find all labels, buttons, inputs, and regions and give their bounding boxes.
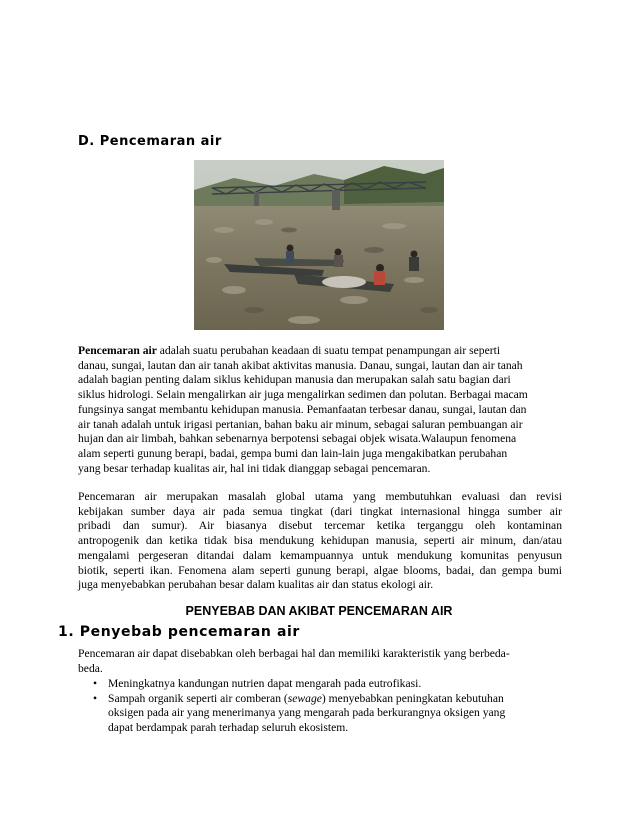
text-line: dapat berdampak parah terhadap seluruh ekosistem. [108, 721, 349, 735]
text-line: yang besar terhadap kualitas air, hal ini tidak dianggap sebagai pencemaran. [78, 461, 431, 475]
text-line: siklus hidrologi. Selain mengalirkan air juga mengalirkan sedimen dan polutan. Berbagai macam [78, 388, 528, 402]
text-line: oksigen pada air yang menerimanya yang mengarah pada berkurangnya oksigen yang [108, 706, 506, 720]
text-line: juga menyebabkan perubahan besar dalam kualitas air dan status ekologi air. [78, 578, 434, 592]
text-line: hujan dan air limbah, bahkan sebenarnya berpotensi sebagai objek wisata.Walaupun fenomena [78, 432, 517, 446]
text-line: Meningkatnya kandungan nutrien dapat mengarah pada eutrofikasi. [108, 677, 422, 690]
text-line: danau, sungai, lautan dan air tanah akibat aktivitas manusia. Danau, sungai, lautan dan air tanah [78, 358, 523, 372]
text-line: antropogenik dan ketika tidak bisa mendukung kehidupan manusia, seperti air minum, dan/atau [78, 534, 562, 548]
text-line: adalah bagian penting dalam siklus kehidupan manusia dan merupakan salah satu bagian dari [78, 373, 511, 387]
text-line: alam seperti gunung berapi, badai, gempa bumi dan lain-lain juga mengakibatkan perubahan [78, 446, 508, 460]
paragraph-causes-intro [78, 647, 562, 676]
text-line: Pencemaran air dapat disebabkan oleh berbagai hal dan memiliki karakteristik yang berbeda- [78, 647, 510, 660]
paragraph-definition: Pencemaran air adalah suatu perubahan keadaan di suatu tempat penampungan air seperti danau, sungai, lautan dan air tanah akibat aktivitas manusia. Danau, sungai, lautan dan air tanah adalah bagian penting dalam siklus kehidupan manusia dan merupakan salah satu bagian dari siklus hidrologi. Selain mengalirkan air juga mengalirkan sedimen dan polutan. Berbagai macam fungsinya sangat membantu kehidupan manusia. Pemanfaatan terbesar danau, sungai, lautan dan air tanah adalah untuk irigasi pertanian, bahan baku air minum, sebagai saluran pembuangan air hujan dan air limbah, bahkan sebenarnya berpotensi sebagai objek wisata.Walaupun fenomena alam seperti gunung berapi, badai, gempa bumi dan lain-lain juga mengakibatkan perubahan yang besar terhadap kualitas air, hal ini tidak dianggap sebagai pencemaran. [78, 344, 562, 476]
text-line: fungsinya sangat membantu kehidupan manusia. Pemanfaatan terbesar danau, sungai, lautan dan [78, 402, 527, 416]
causes-list [78, 677, 562, 736]
paragraph-global-problem [78, 490, 562, 593]
list-item [78, 677, 562, 692]
text-line: mengalami pergeseran ditandai dalam kemampuannya untuk mendukung komunitas penyusun [78, 548, 562, 562]
text-line: kebijakan sumber daya air pada semua tingkat (dari tingkat internasional hingga sumber air [78, 504, 562, 518]
section-heading-d: D. Pencemaran air [78, 134, 222, 149]
list-item: • Sampah organik seperti air comberan (sewage) menyebabkan peningkatan kebutuhan oksigen pada air yang menerimanya yang mengarah pada berkurangnya oksigen yang dapat berdampak parah terhadap seluruh ekosistem. [78, 692, 562, 736]
main-title: PENYEBAB DAN AKIBAT PENCEMARAN AIR [185, 604, 453, 618]
text-line: air tanah adalah untuk irigasi pertanian, bahan baku air minum, sebagai saluran pembuangan air [78, 417, 523, 431]
text-line: biotik, seperti ikan. Fenomena alam seperti gunung berapi, algae blooms, badai, dan gempa bumi [78, 563, 562, 577]
polluted-river-photo [194, 160, 444, 330]
term-sewage: sewage [287, 691, 322, 705]
bullet-icon: • [93, 691, 98, 705]
term-pencemaran-air: Pencemaran air [78, 344, 157, 357]
section-heading-causes: 1. Penyebab pencemaran air [58, 624, 300, 640]
bullet-icon: • [93, 677, 98, 690]
text-line: beda. [78, 661, 103, 675]
text-line: Pencemaran air merupakan masalah global utama yang membutuhkan evaluasi dan revisi [78, 490, 562, 503]
text-line: pribadi dan sumur). Air biasanya disebut tercemar ketika terganggu oleh kontaminan [78, 519, 562, 533]
